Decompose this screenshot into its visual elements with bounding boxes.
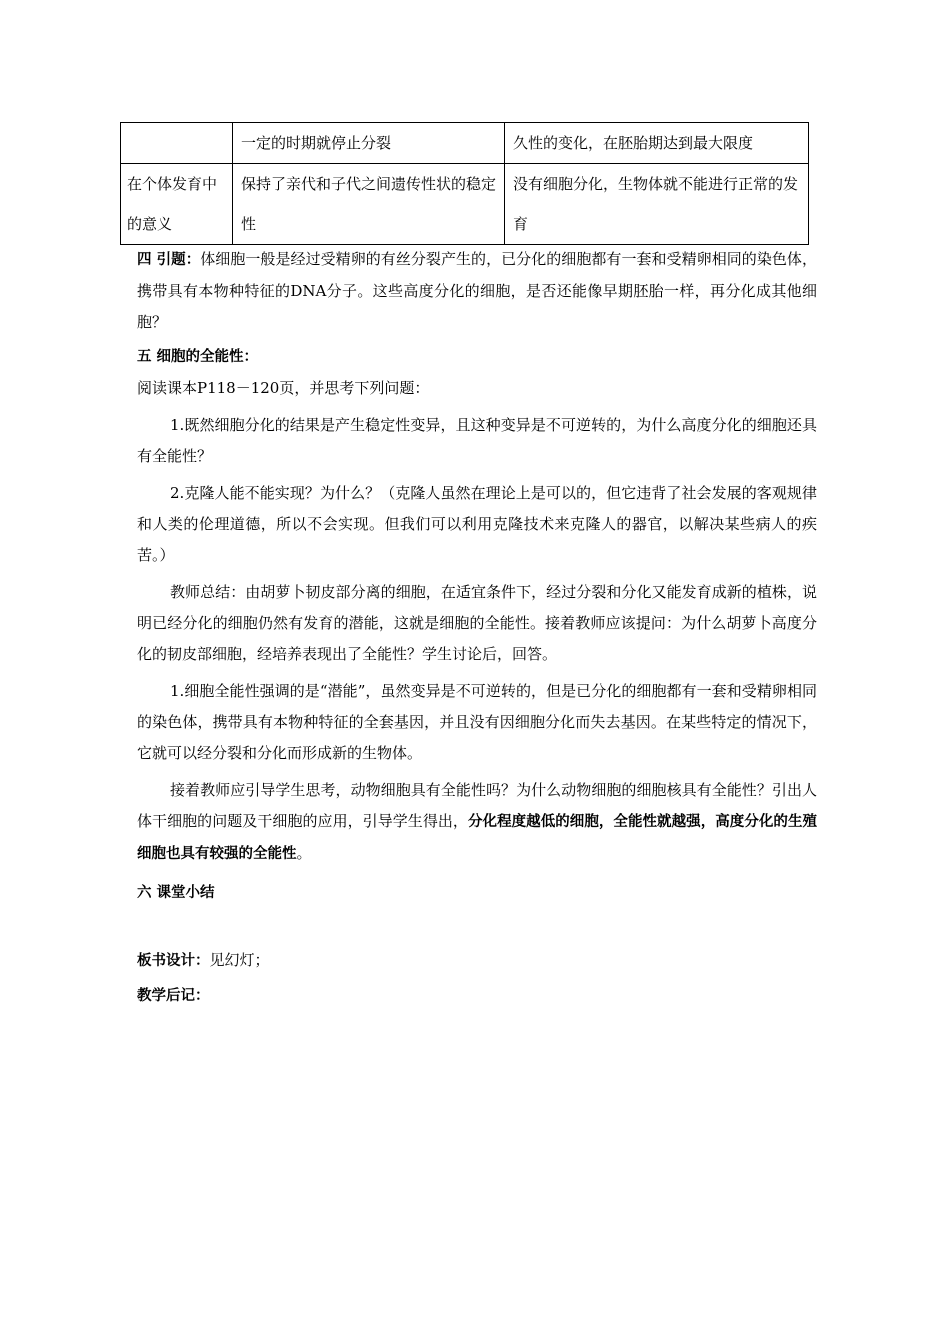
board-design-value: 见幻灯； bbox=[209, 951, 270, 969]
table-cell: 久性的变化，在胚胎期达到最大限度 bbox=[505, 123, 809, 164]
comparison-table bbox=[120, 122, 809, 245]
spacer bbox=[137, 909, 817, 945]
section-5-heading: 五 细胞的全能性： bbox=[137, 349, 259, 365]
table-row bbox=[121, 123, 809, 164]
board-design-label: 板书设计： bbox=[137, 953, 210, 969]
board-design bbox=[137, 945, 817, 977]
table-cell: 一定的时期就停止分裂 bbox=[233, 123, 505, 164]
table-cell: 在个体发育中的意义 bbox=[121, 164, 233, 245]
section-4-text: 体细胞一般是经过受精卵的有丝分裂产生的，已分化的细胞都有一套和受精卵相同的染色体，携带具有本物种特征的DNA分子。这些高度分化的细胞，是否还能像早期胚胎一样，再分化成其他细胞？ bbox=[137, 250, 817, 331]
question-2: 2.克隆人能不能实现？为什么？（克隆人虽然在理论上是可以的，但它违背了社会发展的客观规律和人类的伦理道德，所以不会实现。但我们可以利用克隆技术来克隆人的器官，以解决某些病人的疾苦。） bbox=[137, 484, 817, 564]
table-cell bbox=[121, 123, 233, 164]
section-4-paragraph bbox=[137, 244, 817, 338]
guidance-end: 。 bbox=[296, 844, 312, 862]
teacher-guidance bbox=[137, 775, 817, 870]
answer-1: 1.细胞全能性强调的是“潜能”，虽然变异是不可逆转的，但是已分化的细胞都有一套和受精卵相同的染色体，携带具有本物种特征的全套基因，并且没有因细胞分化而失去基因。在某些特定的情况下，它就可以经分裂和分化而形成新的生物体。 bbox=[137, 682, 817, 762]
question-1: 1.既然细胞分化的结果是产生稳定性变异，且这种变异是不可逆转的，为什么高度分化的细胞还具有全能性？ bbox=[137, 416, 817, 465]
teacher-summary: 教师总结：由胡萝卜韧皮部分离的细胞，在适宜条件下，经过分裂和分化又能发育成新的植株，说明已经分化的细胞仍然有发育的潜能，这就是细胞的全能性。接着教师应该提问：为什么胡萝卜高度分化的韧皮部细胞，经培养表现出了全能性？学生讨论后，回答。 bbox=[137, 583, 817, 663]
guidance-conclusion: 分化程度越低的细胞，全能性就越强，高度分化的生殖细胞也具有较强的全能性 bbox=[137, 814, 817, 862]
table-row bbox=[121, 164, 809, 245]
section-5-intro: 阅读课本P118－120页，并思考下列问题： bbox=[137, 379, 430, 397]
section-4-heading: 四 引题： bbox=[137, 252, 201, 268]
document-body bbox=[137, 244, 817, 1012]
table-cell: 没有细胞分化，生物体就不能进行正常的发育 bbox=[505, 164, 809, 245]
table-cell: 保持了亲代和子代之间遗传性状的稳定性 bbox=[233, 164, 505, 245]
section-6-heading: 六 课堂小结 bbox=[137, 885, 215, 901]
guidance-text: 接着教师应引导学生思考，动物细胞具有全能性吗？为什么动物细胞的细胞核具有全能性？引出人体干细胞的问题及干细胞的应用，引导学生得出， bbox=[137, 781, 817, 830]
teaching-notes-label: 教学后记： bbox=[137, 988, 210, 1004]
